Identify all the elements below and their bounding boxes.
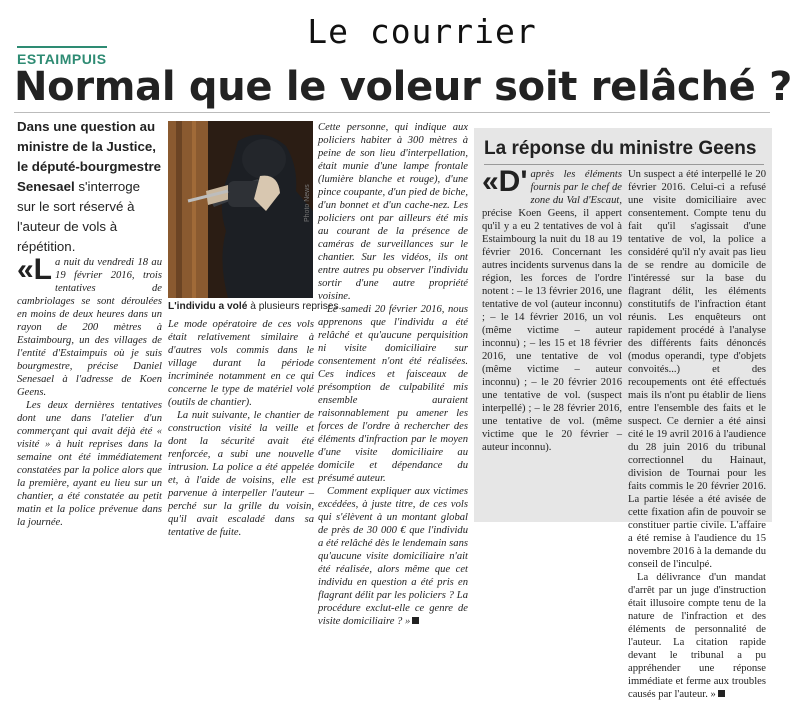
article-p4: La nuit suivante, le chantier de construction visité la veille et dont la sécurité avait été renforcée, a subi une nouvelle intrusion. La police a été appelée et, à l'aide de voisins, elle est parvenue à interpeller l'auteur – perché sur la grille du voisin, qu'il avait escaladé dans sa tentative de fuite.: [168, 410, 314, 538]
intro-bold: Dans une question au ministre de la Justice, le député-bourgmestre Senesael: [17, 119, 162, 194]
headline-rule: [14, 112, 770, 113]
sidebar-p1-lead: après les éléments fournis par le chef de zone du Val d'Escaut,: [530, 169, 622, 206]
article-p7-text: Comment expliquer aux victimes excédées, à juste titre, de ces vols qui s'élèvent à un montant global de près de 30 000 € que l'individu a été relâché dès le lendemain sans qu'aucune visite domiciliaire n'ait été réalisée, alors même que cet individu en question a été pris en flagrant délit par les policiers ? La procédure exclut-elle ce genre de visite domiciliaire ? »: [318, 486, 468, 627]
headline: Normal que le voleur soit relâché ?: [14, 64, 792, 110]
article-p6: Le samedi 20 février 2016, nous apprenons que l'individu a été relâché et qu'aucune perquisition ni visite domiciliaire sur consentement n'ont été réalisées. Ces indices et faisceaux de présomption de culpabilité mis ensemble auraient raisonnablement pu amener les forces de l'ordre à rechercher des éléments d'infraction par le moyen d'une visite domiciliaire au domicile et dépendance du présumé auteur.: [318, 304, 468, 484]
sidebar-title: La réponse du ministre Geens: [484, 138, 757, 159]
end-mark-icon: [412, 617, 419, 624]
sidebar-column-1: [482, 165, 622, 454]
burglar-image: [168, 121, 313, 298]
article-photo: [168, 121, 313, 298]
sidebar-p3-text: La délivrance d'un mandat d'arrêt par un juge d'instruction était illusoire compte tenu de la nature de l'infraction et des éléments de personnalité de l'auteur. La citation rapide devant le tribunal a pu appréhender une réponse immédiate et ferme aux troubles causés par l'auteur. »: [628, 572, 766, 700]
article-p5: Cette personne, qui indique aux policiers habiter à 300 mètres à peine de son lieu d'interpellation, était munie d'une lampe frontale (lumière blanche et rouge), d'une pince coupante, d'un pied de biche, d'un bonnet et d'un cache-nez. Les policiers ont par ailleurs été mis au courant de la présence de caméras de surveillances sur le chantier. Sur les vidéos, ils ont entre autres pu observer l'individu sortir d'une autre propriété voisine.: [318, 122, 468, 302]
sidebar-column-2: [628, 168, 766, 701]
article-p7: [318, 485, 468, 628]
intro-lead: [17, 117, 162, 257]
caption-bold: L'individu a volé: [168, 301, 248, 312]
article-p1: se sont déroulées en moins de deux heures dans un rayon de 200 mètres à Estaimbourg, un des villages de l'entité d'Estaimpuis où je suis bourgmestre, précise Daniel Senesael à l'adresse de Koen Geens.: [17, 296, 162, 398]
section-kicker: ESTAIMPUIS: [17, 51, 107, 67]
sidebar-p2: Un suspect a été interpellé le 20 février 2016. Celui-ci a refusé une visite domiciliaire avec consentement. Compte tenu du fait qu'il s'agissait d'une tentative de vol, la police a considéré qu'il n'y avait pas lieu de se rendre au domicile de l'intéressé sur la base du flagrant délit, les éléments constitutifs de l'infraction étant réunis. Les enquêteurs ont rapidement procédé à l'analyse des différents faits dénoncés (modus operandi, type d'objets convoités...) et des recoupements ont été effectués mais ils n'ont pu établir de liens entre l'ensemble des faits et le suspect. Ce dernier a été ainsi cité le 19 avril 2016 à l'audience du 28 juin 2016 du tribunal correctionnel du Hainaut, division de Tournai pour les faits commis le 20 février 2016. La partie lésée a été avisée de cette fixation afin de pouvoir se constituer partie civile. L'affaire a été remise à l'audience du 15 novembre 2016 à la demande du conseil de l'inculpé.: [628, 169, 766, 570]
photo-credit: Photo News: [304, 184, 311, 222]
article-p1-italic: a nuit du vendredi 18 au 19 février 2016, trois tentatives de cambriolages: [17, 257, 162, 307]
article-column-3: [318, 121, 468, 628]
article-p3: Le mode opératoire de ces vols était relativement similaire à d'autres vols commis dans le village durant la période incriminée notamment en ce qui concerne le type de matériel volé (outils de chantier).: [168, 319, 314, 408]
intro-rest: s'interroge sur le sort réservé à l'auteur de vols à répétition.: [17, 179, 141, 254]
kicker-rule: [17, 46, 107, 48]
sidebar-end-mark-icon: [718, 690, 725, 697]
masthead: Le courrier: [307, 12, 537, 51]
sidebar-p3: [628, 571, 766, 701]
article-column-1: [17, 253, 162, 529]
caption-rest: à plusieurs reprises.: [247, 301, 342, 312]
drop-letter: «L: [17, 253, 53, 286]
article-p2: Les deux dernières tentatives dont une dans l'atelier d'un commerçant qui avait déjà été « visité » à huit reprises dans la semaine ont été immédiatement constatées par la police alors que la première, ayant eu lieu sur un chantier, a été constatée au petit matin et la police prévenue dans la journée.: [17, 400, 162, 528]
sidebar-p1: précise Koen Geens, il appert qu'il y a eu 2 tentatives de vol à Estaimbourg la nuit du 18 au 19 février 2016. Concernant les autres incidents survenus dans la région, les forces de l'ordre notent : – le 13 février 2016, une tentative de vol (auteur inconnu) ; – le 14 février 2016, un vol (même victime – auteur inconnu) ; – les 15 et 18 février 2016, une tentative de vol (même victime – auteur inconnu) ; – le 20 février 2016 une tentative de vol. (suspect interpellé) ; – le 28 février 2016, une tentative de vol. (même victime que le 20 février – auteur inconnu).: [482, 208, 622, 453]
article-column-2: [168, 318, 314, 539]
sidebar-drop-letter: «D': [482, 165, 528, 198]
sidebar-box: [474, 128, 772, 700]
photo-caption: [168, 301, 342, 312]
